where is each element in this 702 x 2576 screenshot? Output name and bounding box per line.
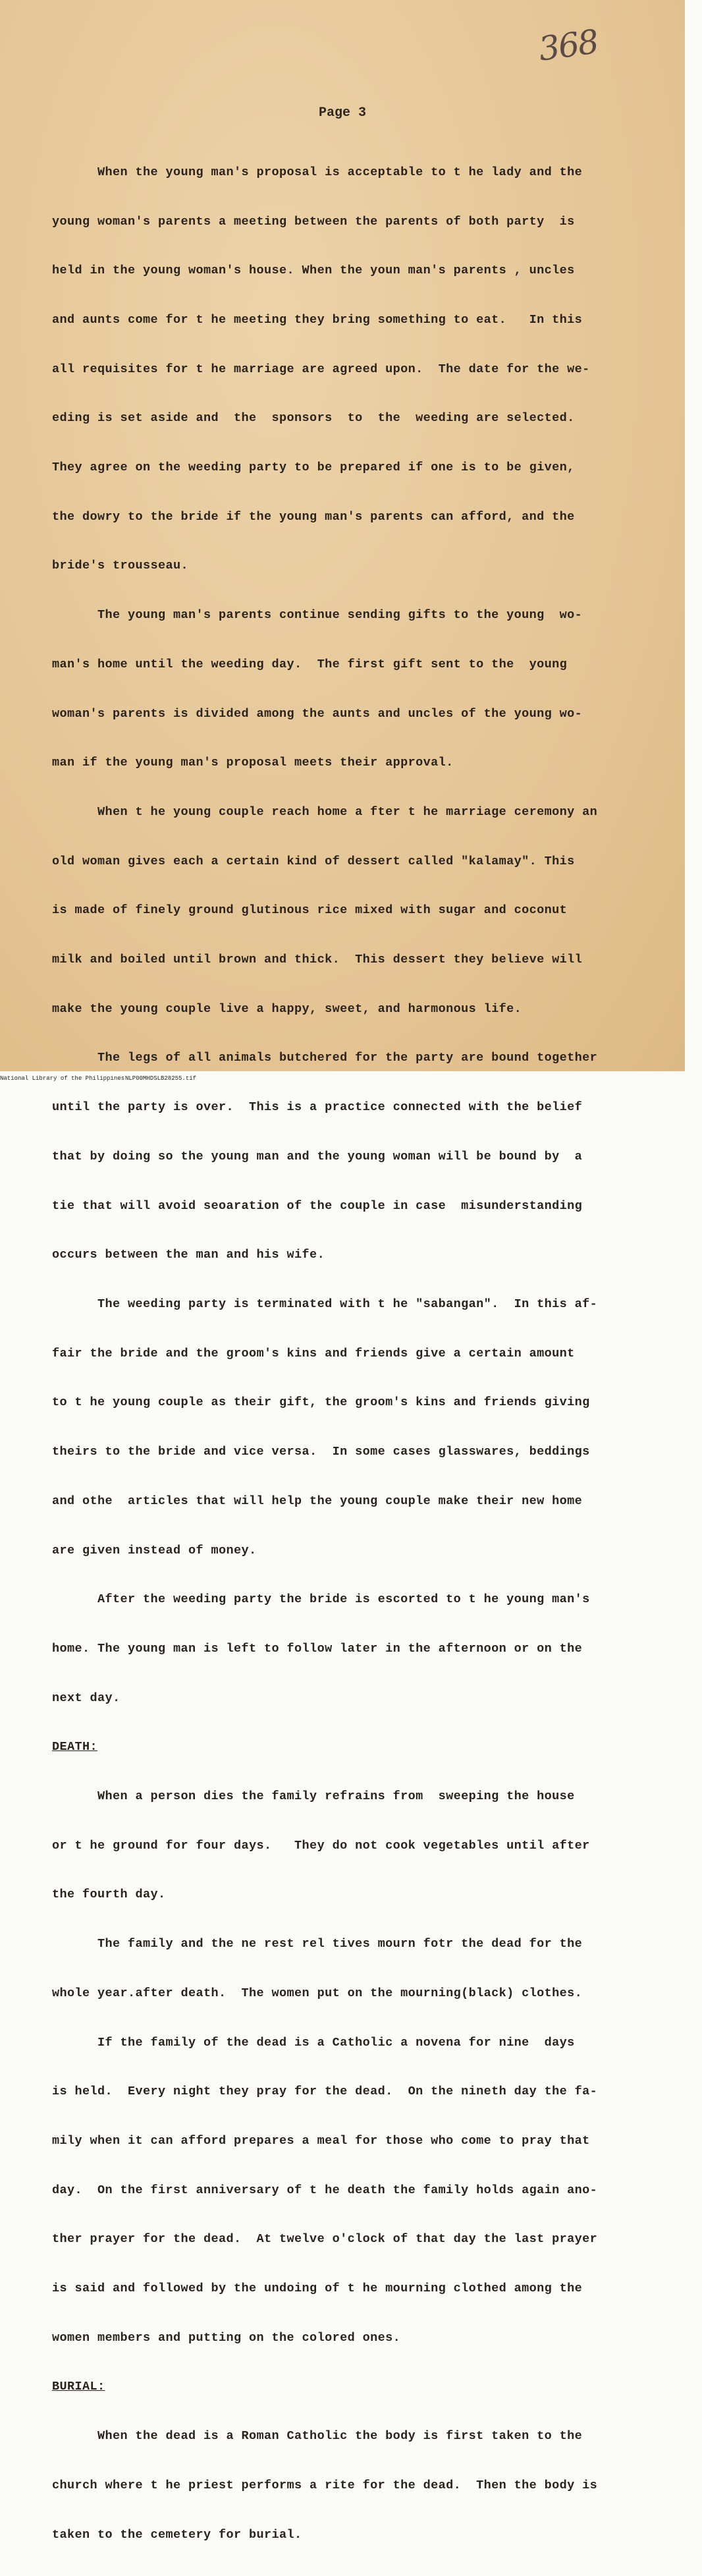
text-line: When t he young couple reach home a fter t he marriage ceremony an	[52, 804, 598, 819]
section-heading-death: DEATH:	[52, 1740, 98, 1754]
text-line: all requisites for t he marriage are agreed upon. The date for the we-	[52, 362, 590, 376]
text-line: old woman gives each a certain kind of dessert called "kalamay". This	[52, 854, 575, 868]
text-line: After the weeding party the bride is escorted to t he young man's	[52, 1592, 590, 1607]
text-line: until the party is over. This is a practice connected with the belief	[52, 1100, 583, 1115]
text-line: bride's trousseau.	[52, 559, 189, 573]
text-line: The legs of all animals butchered for the party are bound together	[52, 1051, 598, 1065]
text-line: man if the young man's proposal meets their approval.	[52, 756, 454, 770]
text-line: milk and boiled until brown and thick. This dessert they believe will	[52, 953, 583, 967]
text-line: When the dead is a Roman Catholic the body is first taken to the	[52, 2429, 583, 2444]
text-line: The weeding party is terminated with t he "sabangan". In this af-	[52, 1297, 598, 1311]
text-line: The young man's parents continue sending gifts to the young wo-	[52, 608, 583, 623]
text-line: the dowry to the bride if the young man's parents can afford, and the	[52, 509, 575, 524]
text-line: When a person dies the family refrains from sweeping the house	[52, 1789, 575, 1804]
text-line: the fourth day.	[52, 1888, 166, 1902]
footer-file-id: NLP00MHDSLB28255.tif	[125, 1075, 197, 1082]
text-line: They agree on the weeding party to be prepared if one is to be given,	[52, 461, 575, 475]
text-line: whole year.after death. The women put on the mourning(black) clothes.	[52, 1986, 583, 2000]
body-text	[52, 132, 645, 2576]
text-line: home. The young man is left to follow later in the afternoon or on the	[52, 1641, 583, 1656]
text-line: church where t he priest performs a rite for the dead. Then the body is	[52, 2478, 598, 2492]
text-line: woman's parents is divided among the aunts and uncles of the young wo-	[52, 706, 583, 721]
text-line: is said and followed by the undoing of t he mourning clothed among the	[52, 2282, 583, 2296]
text-line: make the young couple live a happy, sweet, and harmonous life.	[52, 1001, 522, 1016]
text-line: next day.	[52, 1691, 121, 1705]
text-line: theirs to the bride and vice versa. In some cases glasswares, beddings	[52, 1445, 590, 1459]
text-line: and aunts come for t he meeting they bring something to eat. In this	[52, 312, 583, 327]
text-line: held in the young woman's house. When the youn man's parents , uncles	[52, 264, 575, 278]
text-line: The family and the ne rest rel tives mourn fotr the dead for the	[52, 1937, 583, 1951]
text-line: fair the bride and the groom's kins and friends give a certain amount	[52, 1346, 575, 1360]
text-line: taken to the cemetery for burial.	[52, 2527, 302, 2542]
text-line: or t he ground for four days. They do not cook vegetables until after	[52, 1838, 590, 1853]
text-line: mily when it can afford prepares a meal for those who come to pray that	[52, 2133, 590, 2148]
text-line: is held. Every night they pray for the dead. On the nineth day the fa-	[52, 2085, 598, 2099]
text-line: and othe articles that will help the young couple make their new home	[52, 1494, 583, 1508]
text-line: young woman's parents a meeting between the parents of both party is	[52, 214, 575, 229]
text-line: tie that will avoid seoaration of the couple in case misunderstanding	[52, 1198, 583, 1213]
text-line: to t he young couple as their gift, the groom's kins and friends giving	[52, 1395, 590, 1410]
text-line: that by doing so the young man and the young woman will be bound by a	[52, 1149, 583, 1163]
text-line: are given instead of money.	[52, 1543, 257, 1557]
section-heading-burial: BURIAL:	[52, 2380, 105, 2394]
text-line: If the family of the dead is a Catholic a novena for nine days	[52, 2035, 575, 2050]
text-line: ther prayer for the dead. At twelve o'clock of that day the last prayer	[52, 2232, 598, 2247]
text-line: eding is set aside and the sponsors to the weeding are selected.	[52, 411, 575, 426]
text-line: occurs between the man and his wife.	[52, 1248, 325, 1262]
footer-library-name: National Library of the Philippines	[0, 1075, 125, 1082]
text-line: women members and putting on the colored ones.	[52, 2330, 401, 2345]
folio-number: 368	[536, 22, 601, 69]
page-heading: Page 3	[318, 105, 366, 121]
text-line: man's home until the weeding day. The first gift sent to the young	[52, 657, 568, 671]
text-line: When the young man's proposal is acceptable to t he lady and the	[52, 165, 583, 179]
text-line: day. On the first anniversary of t he death the family holds again ano-	[52, 2183, 598, 2197]
text-line: is made of finely ground glutinous rice mixed with sugar and coconut	[52, 903, 568, 918]
